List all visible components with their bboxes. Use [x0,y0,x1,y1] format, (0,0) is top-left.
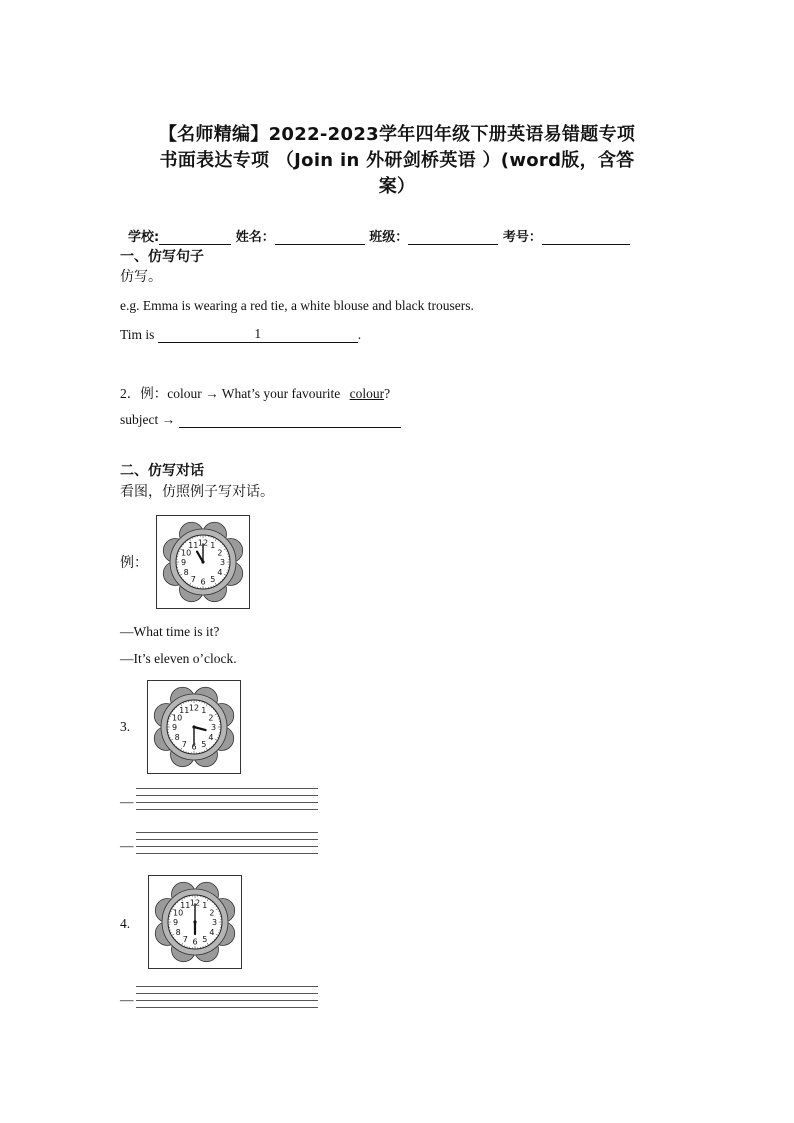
svg-text:12: 12 [197,538,209,548]
example-label: 例： [120,555,148,571]
svg-text:5: 5 [202,934,208,944]
q3-dash-2: — [120,838,134,853]
svg-text:2: 2 [208,713,214,723]
q2-prefix: 2．例：colour → What’s your favourite [120,386,341,401]
q4-writing-lines-1[interactable] [136,986,318,1014]
svg-text:3: 3 [211,918,218,927]
q3-writing-lines-2[interactable] [136,832,318,856]
svg-text:1: 1 [201,706,207,716]
svg-text:6: 6 [200,577,206,587]
svg-text:1: 1 [210,541,216,551]
svg-text:6: 6 [192,937,198,947]
svg-text:8: 8 [174,732,180,742]
section2-instruction: 看图，仿照例子写对话。 [120,484,274,500]
svg-text:3: 3 [210,723,217,732]
svg-text:9: 9 [180,558,187,567]
example-clock-box [156,515,250,609]
svg-text:4: 4 [217,567,223,577]
svg-text:9: 9 [171,723,178,732]
svg-text:9: 9 [172,918,179,927]
svg-text:8: 8 [175,927,181,937]
svg-text:4: 4 [209,927,215,937]
svg-text:1: 1 [202,901,208,911]
svg-text:3: 3 [219,558,226,567]
q4-clock-box [148,875,242,969]
svg-text:12: 12 [189,898,201,908]
svg-text:11: 11 [180,901,191,911]
q2-suffix: ? [384,386,391,401]
exam-no-label: 考号： [502,230,542,245]
clock-icon [149,876,241,968]
svg-text:12: 12 [188,703,200,713]
svg-text:10: 10 [172,713,183,723]
question-2 [120,382,390,402]
clock-icon [148,681,240,773]
title-line-2: 书面表达专项 （Join in 外研剑桥英语 ）(word版，含答 [159,150,635,171]
svg-text:6: 6 [191,742,197,752]
clock-icon [157,516,249,608]
section1-example: e.g. Emma is wearing a red tie, a white blouse and black trousers. [120,298,474,313]
q1-suffix: . [357,327,362,342]
name-label: 姓名： [235,230,275,245]
svg-text:5: 5 [210,574,216,584]
q3-dash-1: — [120,794,134,809]
q1-prefix: Tim is [120,327,155,342]
section2-heading: 二、仿写对话 [120,463,204,479]
example-question: —What time is it? [120,624,220,639]
svg-text:10: 10 [181,548,192,558]
svg-text:11: 11 [188,541,199,551]
svg-text:5: 5 [201,739,207,749]
q3-label: 3. [120,719,131,734]
school-label: 学校: [128,230,160,245]
svg-text:4: 4 [208,732,214,742]
q3-writing-lines-1[interactable] [136,788,318,812]
title-line-1: 【名师精编】2022-2023学年四年级下册英语易错题专项 [158,124,636,145]
school-blank[interactable] [159,230,231,245]
class-blank[interactable] [408,230,498,245]
q1-number: 1 [254,326,262,341]
svg-text:2: 2 [217,548,223,558]
svg-text:10: 10 [173,908,184,918]
section1-heading: 一、仿写句子 [120,249,204,265]
section1-instruction: 仿写。 [120,269,162,285]
svg-text:7: 7 [182,934,188,944]
student-info-row [128,226,630,245]
example-answer: —It’s eleven o’clock. [120,651,237,666]
exam-no-blank[interactable] [542,230,630,245]
q3-clock-box [147,680,241,774]
svg-text:7: 7 [190,574,196,584]
svg-text:8: 8 [183,567,189,577]
svg-text:2: 2 [209,908,215,918]
svg-text:11: 11 [179,706,190,716]
q2-answer-row [120,412,401,428]
class-label: 班级： [369,230,409,245]
svg-text:7: 7 [181,739,187,749]
q2-prompt: subject → [120,412,176,427]
q1-answer-blank[interactable] [158,326,358,343]
q4-dash-1: — [120,992,134,1007]
name-blank[interactable] [275,230,365,245]
q4-label: 4. [120,916,131,931]
q2-word: colour [349,386,385,401]
question-1 [120,326,361,343]
title-line-3: 案） [378,176,416,197]
document-title [110,122,684,200]
q2-answer-blank[interactable] [179,412,401,428]
